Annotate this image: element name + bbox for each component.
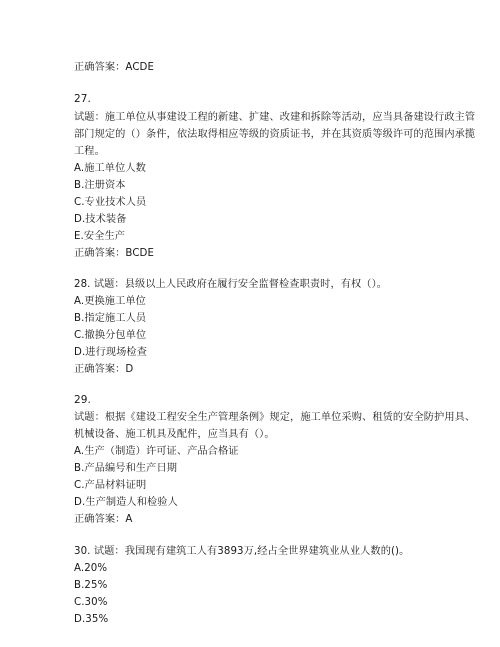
q27-option-e: E.安全生产: [74, 231, 126, 242]
q27-stem-line-3: 工程。: [74, 146, 105, 157]
q27-stem-line-2: 部门规定的（）条件，依法取得相应等级的资质证书，并在其资质等级许可的范围内承揽: [74, 129, 476, 140]
q29-number: 29.: [74, 394, 91, 406]
q27-option-a: A.施工单位人数: [74, 163, 146, 174]
q27-stem-line-1: 试题：施工单位从事建设工程的新建、扩建、改建和拆除等活动，应当具备建设行政主管: [74, 112, 476, 123]
q30-option-c: C.30%: [74, 597, 108, 608]
q29-stem-line-2: 机械设备、施工机具及配件，应当具有（）。: [74, 429, 275, 440]
q27-option-c: C.专业技术人员: [74, 197, 147, 208]
q29-stem-line-1: 试题：根据《建设工程安全生产管理条例》规定，施工单位采购、租赁的安全防护用具、: [74, 412, 476, 423]
q30-option-d: D.35%: [74, 614, 109, 625]
q27-option-b: B.注册资本: [74, 180, 126, 191]
q28-option-b: B.指定施工人员: [74, 313, 147, 324]
q27-option-d: D.技术装备: [74, 214, 127, 225]
q30-option-a: A.20%: [74, 563, 108, 574]
prev-answer: 正确答案：ACDE: [74, 62, 155, 73]
q30-stem: 30. 试题：我国现有建筑工人有3893万,经占全世界建筑业从业人数的()。: [74, 546, 410, 557]
q28-answer: 正确答案：D: [74, 364, 134, 375]
q27-number: 27.: [74, 93, 91, 105]
q29-option-a: A.生产（制造）许可证、产品合格证: [74, 446, 239, 457]
q29-option-c: C.产品材料证明: [74, 480, 147, 491]
q28-stem: 28. 试题：县级以上人民政府在履行安全监督检查职责时，有权（）。: [74, 279, 388, 290]
q30-option-b: B.25%: [74, 580, 108, 591]
q29-answer: 正确答案：A: [74, 514, 133, 525]
q28-option-d: D.进行现场检查: [74, 347, 148, 358]
q27-answer: 正确答案：BCDE: [74, 248, 155, 259]
q28-option-a: A.更换施工单位: [74, 296, 146, 307]
q29-option-d: D.生产制造人和检验人: [74, 497, 178, 508]
q29-option-b: B.产品编号和生产日期: [74, 463, 178, 474]
q28-option-c: C.撤换分包单位: [74, 330, 147, 341]
